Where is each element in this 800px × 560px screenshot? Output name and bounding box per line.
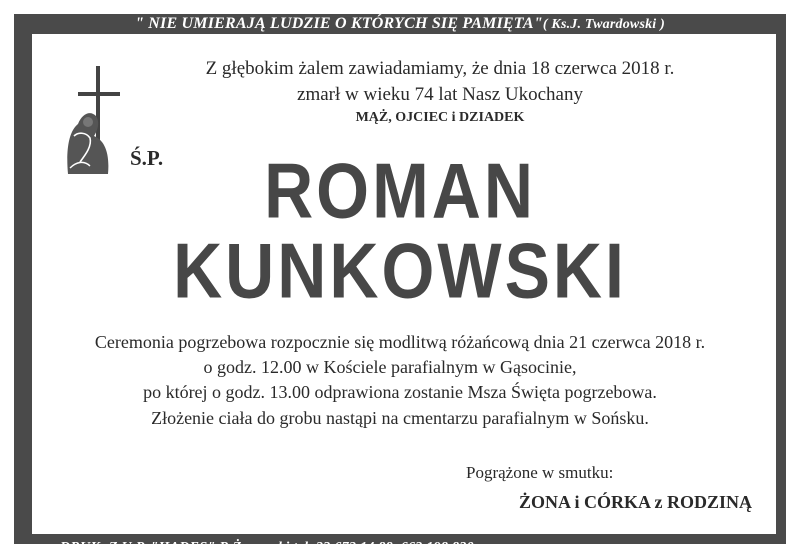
mourners-label: Pogrążone w smutku: xyxy=(466,463,614,482)
mourners-names: ŻONA i CÓRKA z RODZINĄ xyxy=(519,492,753,512)
deceased-prefix: Ś.P. xyxy=(130,146,164,170)
intro-line-2: zmarł w wieku 74 lat Nasz Ukochany xyxy=(297,84,583,105)
printer-footer: DRUK: Z.U.P. "HADES" R.Żurawski tel. 23 672 14 88, 662 198 820 xyxy=(60,540,474,555)
intro-line-1: Z głębokim żalem zawiadamiamy, że dnia 18 czerwca 2018 r. xyxy=(205,58,675,79)
deceased-last-name: KUNKOWSKI xyxy=(173,227,627,315)
header-quote xyxy=(0,15,800,33)
ceremony-line-1: Ceremonia pogrzebowa rozpocznie się modlitwą różańcową dnia 21 czerwca 2018 r. xyxy=(94,332,706,352)
intro-honorific: MĄŻ, OJCIEC i DZIADEK xyxy=(355,110,525,125)
quote-author: ( Ks.J. Twardowski ) xyxy=(542,17,665,32)
ceremony-line-2: o godz. 12.00 w Kościele parafialnym w Gąsocinie, xyxy=(203,357,577,377)
ceremony-line-4: Złożenie ciała do grobu nastąpi na cmentarzu parafialnym w Sońsku. xyxy=(151,408,649,428)
quote-text: " NIE UMIERAJĄ LUDZIE O KTÓRYCH SIĘ PAMIĘTA" xyxy=(135,15,543,32)
deceased-first-name: ROMAN xyxy=(264,147,536,235)
ceremony-line-3: po której o godz. 13.00 odprawiona zostanie Msza Święta pogrzebowa. xyxy=(143,382,657,402)
